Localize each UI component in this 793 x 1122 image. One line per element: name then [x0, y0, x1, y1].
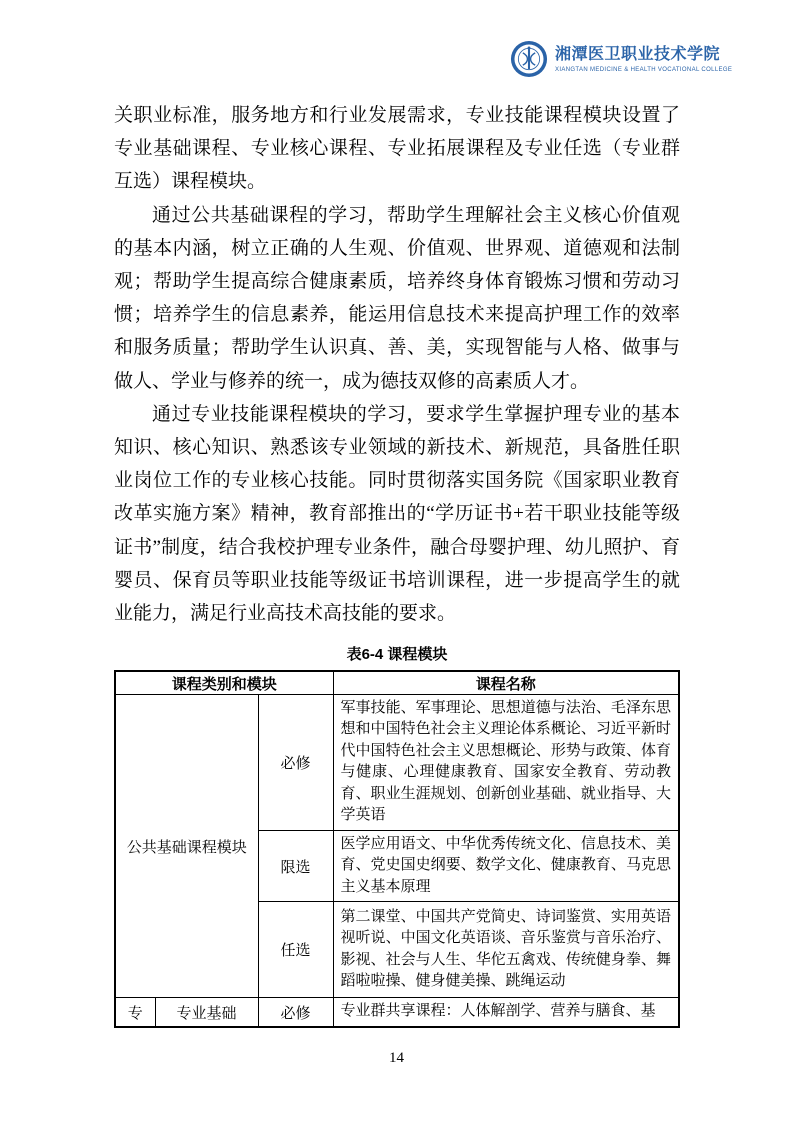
college-title-block — [555, 45, 732, 73]
cell-courses-professional-shared: 专业群共享课程：人体解剖学、营养与膳食、基 — [333, 998, 679, 1027]
page-number: 14 — [389, 1050, 404, 1066]
course-module-table — [114, 670, 680, 1028]
cell-professional-group-char: 专 — [115, 998, 155, 1027]
header-cell-category: 课程类别和模块 — [115, 671, 333, 694]
cell-public-module-label: 公共基础课程模块 — [115, 694, 258, 998]
table-row-professional-basic — [115, 998, 679, 1027]
paragraph-3: 通过专业技能课程模块的学习，要求学生掌握护理专业的基本知识、核心知识、熟悉该专业领域的新技术、新规范，具备胜任职业岗位工作的专业核心技能。同时贯彻落实国务院《国家职业教育改革实施方案》精神，教育部推出的“学历证书+若干职业技能等级证书”制度，结合我校护理专业条件，融合母婴护理、幼儿照护、育婴员、保育员等职业技能等级证书培训课程，进一步提高学生的就业能力，满足行业高技术高技能的要求。 — [114, 403, 680, 625]
cell-courses-limited-elective: 医学应用语文、中华优秀传统文化、信息技术、美育、党史国史纲要、数学文化、健康教育、马克思主义基本原理 — [333, 830, 679, 902]
table-caption: 表6-4 课程模块 — [346, 646, 448, 664]
cell-professional-submodule: 专业基础 — [155, 998, 258, 1027]
cell-courses-required: 军事技能、军事理论、思想道德与法治、毛泽东思想和中国特色社会主义理论体系概论、习近平新时代中国特色社会主义思想概论、形势与政策、体育与健康、心理健康教育、国家安全教育、劳动教育、职业生涯规划、创新创业基础、就业指导、大学英语 — [333, 694, 679, 830]
header-cell-course-name: 课程名称 — [333, 671, 679, 694]
cell-type-limited-elective: 限选 — [258, 830, 333, 902]
page-header — [510, 40, 732, 78]
cell-type-professional-required: 必修 — [258, 998, 333, 1027]
paragraph-1: 关职业标准，服务地方和行业发展需求，专业技能课程模块设置了专业基础课程、专业核心课程、专业拓展课程及专业任选（专业群互选）课程模块。 — [114, 105, 680, 193]
document-body — [114, 99, 680, 1028]
college-name: 湘潭医卫职业技术学院 — [555, 46, 721, 63]
table-row-required — [115, 694, 679, 830]
paragraph-2: 通过公共基础课程的学习，帮助学生理解社会主义核心价值观的基本内涵，树立正确的人生观、价值观、世界观、道德观和法制观；帮助学生提高综合健康素质，培养终身体育锻炼习惯和劳动习惯；培养学生的信息素养，能运用信息技术来提高护理工作的效率和服务质量；帮助学生认识真、善、美，实现智能与人格、做事与做人、学业与修养的统一，成为德技双修的高素质人才。 — [114, 204, 680, 392]
table-header-row — [115, 671, 679, 694]
cell-courses-free-elective: 第二课堂、中国共产党简史、诗词鉴赏、实用英语视听说、中国文化英语谈、音乐鉴赏与音乐治疗、影视、社会与人生、华佗五禽戏、传统健身拳、舞蹈啦啦操、健身健美操、跳绳运动 — [333, 902, 679, 998]
cell-type-free-elective: 任选 — [258, 902, 333, 998]
cell-type-required: 必修 — [258, 694, 333, 830]
college-name-english: XIANGTAN MEDICINE & HEALTH VOCATIONAL COLLEGE — [555, 67, 733, 73]
college-emblem-icon — [510, 40, 548, 78]
